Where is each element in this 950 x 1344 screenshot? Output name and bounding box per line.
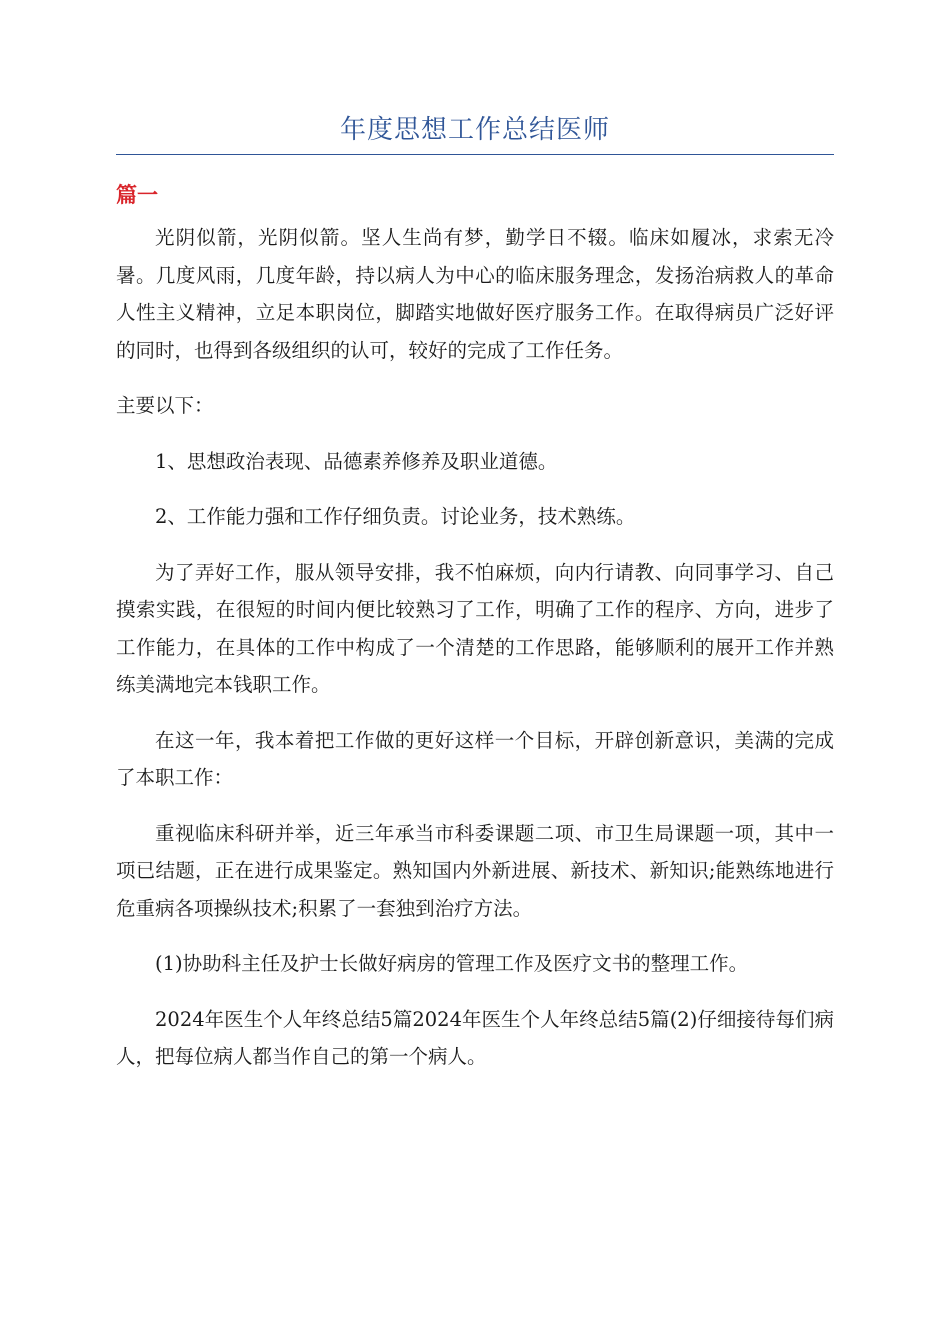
paragraph-intro: 光阴似箭，光阴似箭。坚人生尚有梦，勤学日不辍。临床如履冰，求索无冷暑。几度风雨，几度年龄，持以病人为中心的临床服务理念，发扬治病救人的革命人性主义精神，立足本职岗位，脚踏实地做好医疗服务工作。在取得病员广泛好评的同时，也得到各级组织的认可，较好的完成了工作任务。 xyxy=(116,226,834,362)
paragraph-point-1: 1、思想政治表现、品德素养修养及职业道德。 xyxy=(155,449,558,473)
document-title: 年度思想工作总结医师 xyxy=(116,110,834,155)
document-page xyxy=(116,110,834,1094)
paragraph-item-2: 2024年医生个人年终总结5篇2024年医生个人年终总结5篇(2)仔细接待每们病人，把每位病人都当作自己的第一个病人。 xyxy=(116,1007,834,1068)
paragraph-research: 重视临床科研并举，近三年承当市科委课题二项、市卫生局课题一项，其中一项已结题，正在进行成果鉴定。熟知国内外新进展、新技术、新知识;能熟练地进行危重病各项操纵技术;积累了一套独到治疗方法。 xyxy=(116,821,834,920)
paragraph-year-goal: 在这一年，我本着把工作做的更好这样一个目标，开辟创新意识，美满的完成了本职工作： xyxy=(116,728,834,789)
section-heading: 篇一 xyxy=(116,182,158,207)
paragraph-main-points: 主要以下： xyxy=(116,394,214,417)
paragraph-work: 为了弄好工作，服从领导安排，我不怕麻烦，向内行请教、向同事学习、自己摸索实践，在很短的时间内便比较熟习了工作，明确了工作的程序、方向，进步了工作能力，在具体的工作中构成了一个清楚的工作思路，能够顺利的展开工作并熟练美满地完本钱职工作。 xyxy=(116,560,834,696)
paragraph-item-1: (1)协助科主任及护士长做好病房的管理工作及医疗文书的整理工作。 xyxy=(155,952,749,975)
paragraph-point-2: 2、工作能力强和工作仔细负责。讨论业务，技术熟练。 xyxy=(155,505,636,528)
